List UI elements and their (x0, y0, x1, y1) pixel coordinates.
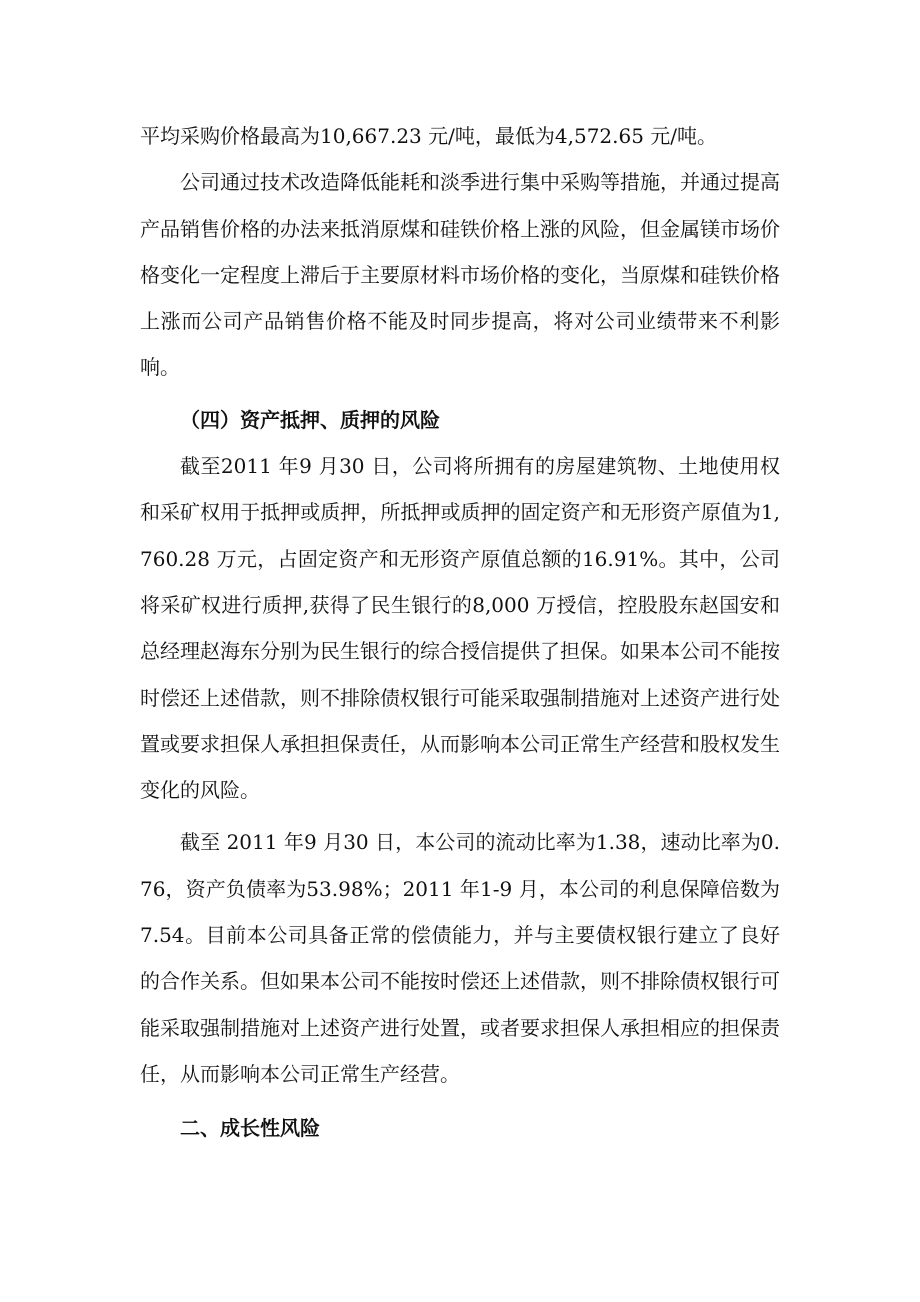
paragraph-cost-measures: 公司通过技术改造降低能耗和淡季进行集中采购等措施，并通过提高产品销售价格的办法来抵消原煤和硅铁价格上涨的风险，但金属镁市场价格变化一定程度上滞后于主要原材料市场价格的变化，当原煤和硅铁价格上涨而公司产品销售价格不能及时同步提高，将对公司业绩带来不利影响。 (140, 170, 780, 380)
spacer (140, 1097, 780, 1105)
section-heading-growth-risk: 二、成长性风险 (180, 1116, 320, 1141)
section-heading-collateral-risk: （四）资产抵押、质押的风险 (180, 407, 440, 432)
paragraph-collateral-details: 截至2011 年9 月30 日，公司将所拥有的房屋建筑物、土地使用权和采矿权用于抵押或质押，所抵押或质押的固定资产和无形资产原值为1,760.28 万元，占固定资产和无形资产原值总额的16.91%。其中，公司将采矿权进行质押,获得了民生银行的8,000 万授信，控股股东赵国安和总经理赵海东分别为民生银行的综合授信提供了担保。如果本公司不能按时偿还上述借款，则不排除债权银行可能采取强制措施对上述资产进行处置或要求担保人承担担保责任，从而影响本公司正常生产经营和股权发生变化的风险。 (140, 454, 780, 803)
paragraph-liquidity-ratios: 截至 2011 年9 月30 日，本公司的流动比率为1.38，速动比率为0.76，资产负债率为53.98%；2011 年1-9 月，本公司的利息保障倍数为7.54。目前本公司具备正常的偿债能力，并与主要债权银行建立了良好的合作关系。但如果本公司不能按时偿还上述借款，则不排除债权银行可能采取强制措施对上述资产进行处置，或者要求担保人承担相应的担保责任，从而影响本公司正常生产经营。 (140, 830, 780, 1086)
paragraph-purchase-price: 平均采购价格最高为10,667.23 元/吨，最低为4,572.65 元/吨。 (140, 124, 718, 148)
document-body (140, 113, 780, 1152)
